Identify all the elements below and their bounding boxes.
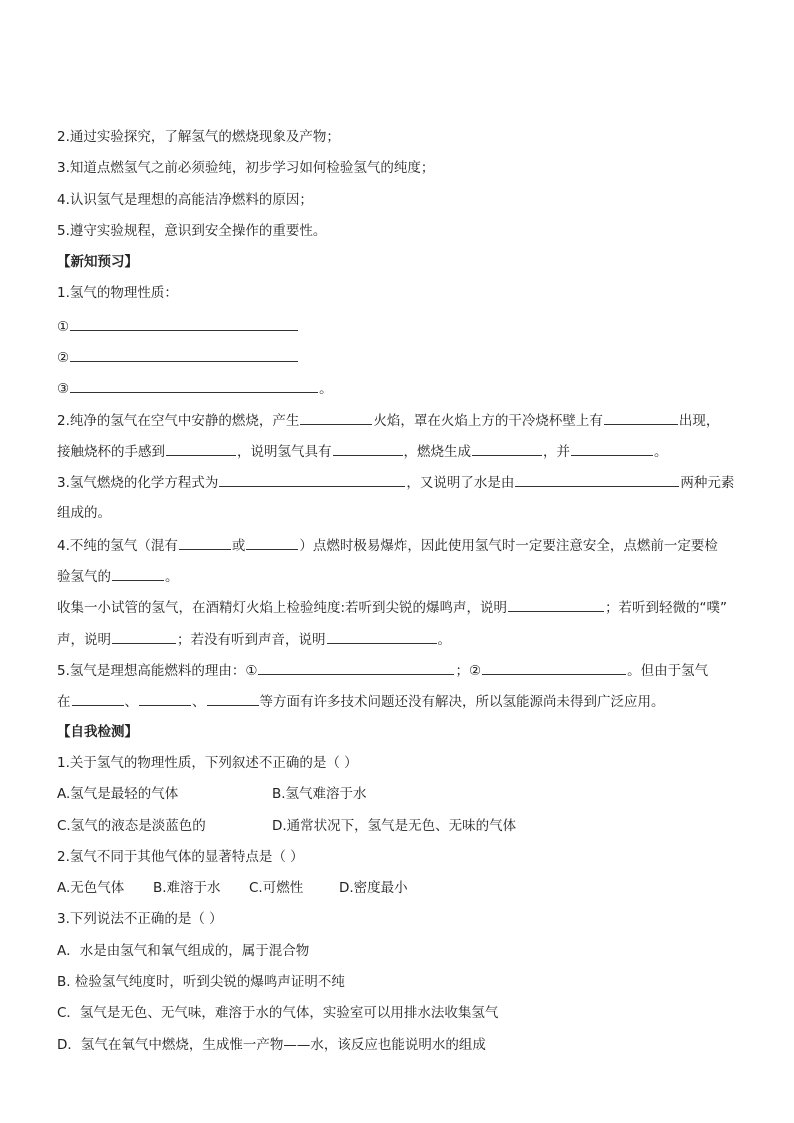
selfcheck-q1-options-row-1 (57, 785, 747, 803)
worksheet-page (57, 128, 747, 1067)
option-c[interactable]: C．氢气是无色、无气味，难溶于水的气体，实验室可以用排水法收集氢气 (57, 1005, 499, 1022)
preview-q2-line-2: 接触烧杯的手感到 ，说明氢气具有 ，燃烧生成 ，并 。 (57, 441, 747, 459)
selfcheck-q3: 3.下列说法不正确的是（ ） (57, 911, 223, 928)
option-a[interactable]: A．水是由氢气和氧气组成的，属于混合物 (57, 942, 310, 959)
answer-blank[interactable] (327, 629, 437, 644)
preview-heading: 【新知预习】 (57, 254, 138, 271)
preview-q1-item-2 (57, 347, 747, 365)
preview-q5-line-1: 5.氢气是理想高能燃料的理由：① ；② 。但由于氢气 (57, 660, 747, 678)
answer-blank[interactable] (70, 316, 298, 331)
answer-blank[interactable] (70, 347, 298, 362)
answer-blank[interactable] (571, 441, 653, 456)
objective-2: 2.通过实验探究，了解氢气的燃烧现象及产物； (57, 129, 340, 145)
selfcheck-q1: 1.关于氢气的物理性质，下列叙述不正确的是（ ） (57, 754, 358, 771)
circled-number-1: ① (57, 318, 70, 335)
preview-q2-line-1: 2.纯净的氢气在空气中安静的燃烧，产生 火焰，罩在火焰上方的干冷烧杯壁上有 出现， (57, 410, 747, 428)
preview-q1-item-3: ③ 。 (57, 378, 747, 396)
option-b[interactable]: B.氢气难溶于水 (272, 786, 367, 803)
preview-q3-line-2: 组成的。 (57, 504, 111, 521)
option-a[interactable]: A.氢气是最轻的气体 (57, 786, 179, 803)
circled-number-2: ② (57, 350, 70, 367)
answer-blank[interactable] (70, 378, 318, 393)
answer-blank[interactable] (179, 535, 231, 550)
answer-blank[interactable] (112, 629, 176, 644)
answer-blank[interactable] (515, 472, 679, 487)
answer-blank[interactable] (472, 441, 542, 456)
answer-blank[interactable] (508, 597, 604, 612)
option-a[interactable]: A.无色气体 (57, 880, 125, 897)
preview-q4b-line-2: 声，说明 ；若没有听到声音，说明 。 (57, 629, 747, 647)
preview-q1-item-1 (57, 316, 747, 334)
answer-blank[interactable] (166, 441, 236, 456)
preview-q4-line-1: 4.不纯的氢气（混有 或 ）点燃时极易爆炸，因此使用氢气时一定要注意安全，点燃前一定要检 (57, 535, 747, 553)
preview-q4b-line-1: 收集一小试管的氢气，在酒精灯火焰上检验纯度:若听到尖锐的爆鸣声，说明 ；若听到轻微的“噗” (57, 597, 747, 615)
option-d[interactable]: D.密度最小 (339, 880, 408, 897)
answer-blank[interactable] (246, 535, 298, 550)
option-c[interactable]: C.可燃性 (249, 880, 304, 897)
selfcheck-q1-options-row-2 (57, 817, 747, 835)
preview-q5-line-2: 在 、 、 等方面有许多技术问题还没有解决，所以氢能源尚未得到广泛应用。 (57, 691, 747, 709)
answer-blank[interactable] (604, 410, 678, 425)
answer-blank[interactable] (300, 410, 372, 425)
option-b[interactable]: B. 检验氢气纯度时，听到尖锐的爆鸣声证明不纯 (57, 974, 345, 991)
answer-blank[interactable] (258, 660, 454, 675)
answer-blank[interactable] (72, 691, 124, 706)
answer-blank[interactable] (219, 472, 405, 487)
answer-blank[interactable] (207, 691, 259, 706)
option-c[interactable]: C.氢气的液态是淡蓝色的 (57, 817, 206, 834)
preview-q4-line-2: 验氢气的 。 (57, 566, 747, 584)
preview-q3-line-1: 3.氢气燃烧的化学方程式为 ，又说明了水是由 两种元素 (57, 472, 747, 490)
option-d[interactable]: D．氢气在氧气中燃烧，生成惟一产物——水，该反应也能说明水的组成 (57, 1036, 486, 1053)
option-b[interactable]: B.难溶于水 (153, 880, 221, 897)
answer-blank[interactable] (139, 691, 191, 706)
selfcheck-q2-options (57, 879, 747, 897)
option-d[interactable]: D.通常状况下，氢气是无色、无味的气体 (272, 817, 517, 834)
selfcheck-heading: 【自我检测】 (57, 723, 138, 740)
answer-blank[interactable] (333, 441, 403, 456)
circled-number-3: ③ (57, 381, 70, 398)
answer-blank[interactable] (112, 566, 164, 581)
selfcheck-q2: 2.氢气不同于其他气体的显著特点是（ ） (57, 848, 304, 865)
preview-q1: 1.氢气的物理性质： (57, 285, 178, 302)
objective-4: 4.认识氢气是理想的高能洁净燃料的原因； (57, 191, 313, 208)
objective-5: 5.遵守实验规程，意识到安全操作的重要性。 (57, 222, 327, 239)
objective-3: 3.知道点燃氢气之前必须验纯，初步学习如何检验氢气的纯度； (57, 160, 435, 177)
answer-blank[interactable] (482, 660, 626, 675)
